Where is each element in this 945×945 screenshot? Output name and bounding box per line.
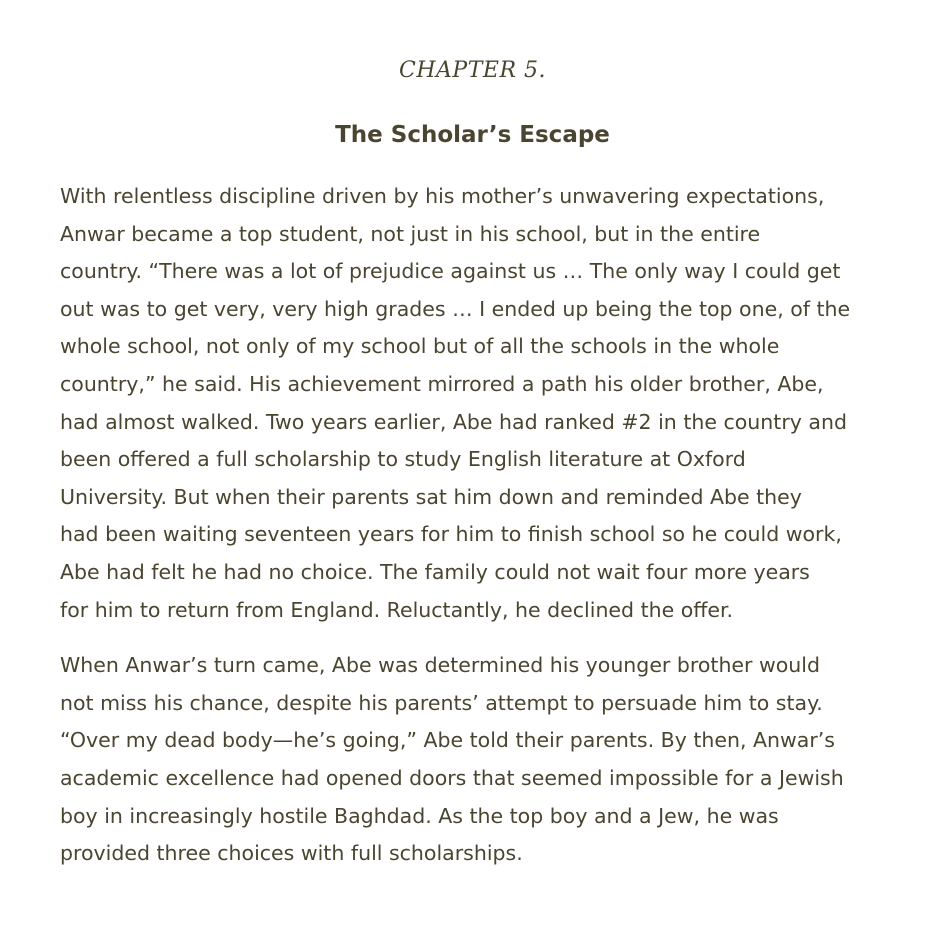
text-line: University. But when their parents sat him down and reminded Abe they bbox=[60, 484, 802, 509]
text-line: had almost walked. Two years earlier, Abe had ranked #2 in the country and bbox=[60, 409, 847, 434]
text-line: for him to return from England. Reluctantly, he declined the offer. bbox=[60, 597, 734, 622]
paragraph-1 bbox=[60, 178, 890, 629]
text-line: boy in increasingly hostile Baghdad. As the top boy and a Jew, he was bbox=[60, 803, 779, 828]
text-line: Anwar became a top student, not just in his school, but in the entire bbox=[60, 221, 761, 246]
text-line: out was to get very, very high grades … I ended up being the top one, of the bbox=[60, 296, 851, 321]
text-line: With relentless discipline driven by his mother’s unwavering expectations, bbox=[60, 184, 825, 208]
text-line: whole school, not only of my school but of all the schools in the whole bbox=[60, 334, 780, 359]
chapter-label: CHAPTER 5. bbox=[399, 58, 546, 83]
text-line: Abe had felt he had no choice. The family could not wait four more years bbox=[60, 559, 810, 584]
text-line: “Over my dead body—he’s going,” Abe told their parents. By then, Anwar’s bbox=[60, 728, 835, 753]
text-line: had been waiting seventeen years for him to finish school so he could work, bbox=[60, 522, 842, 547]
text-line: been offered a full scholarship to study English literature at Oxford bbox=[60, 447, 746, 472]
body-text bbox=[60, 178, 890, 873]
text-line: not miss his chance, despite his parents’ attempt to persuade him to stay. bbox=[60, 690, 823, 715]
text-line: academic excellence had opened doors that seemed impossible for a Jewish bbox=[60, 765, 844, 790]
text-line: When Anwar’s turn came, Abe was determined his younger brother would bbox=[60, 653, 821, 678]
text-line: country,” he said. His achievement mirrored a path his older brother, Abe, bbox=[60, 371, 824, 396]
text-line: country. “There was a lot of prejudice against us … The only way I could get bbox=[60, 259, 841, 284]
paragraph-2 bbox=[60, 647, 890, 873]
chapter-title: The Scholar’s Escape bbox=[335, 122, 610, 148]
text-line: provided three choices with full scholarships. bbox=[60, 841, 523, 866]
